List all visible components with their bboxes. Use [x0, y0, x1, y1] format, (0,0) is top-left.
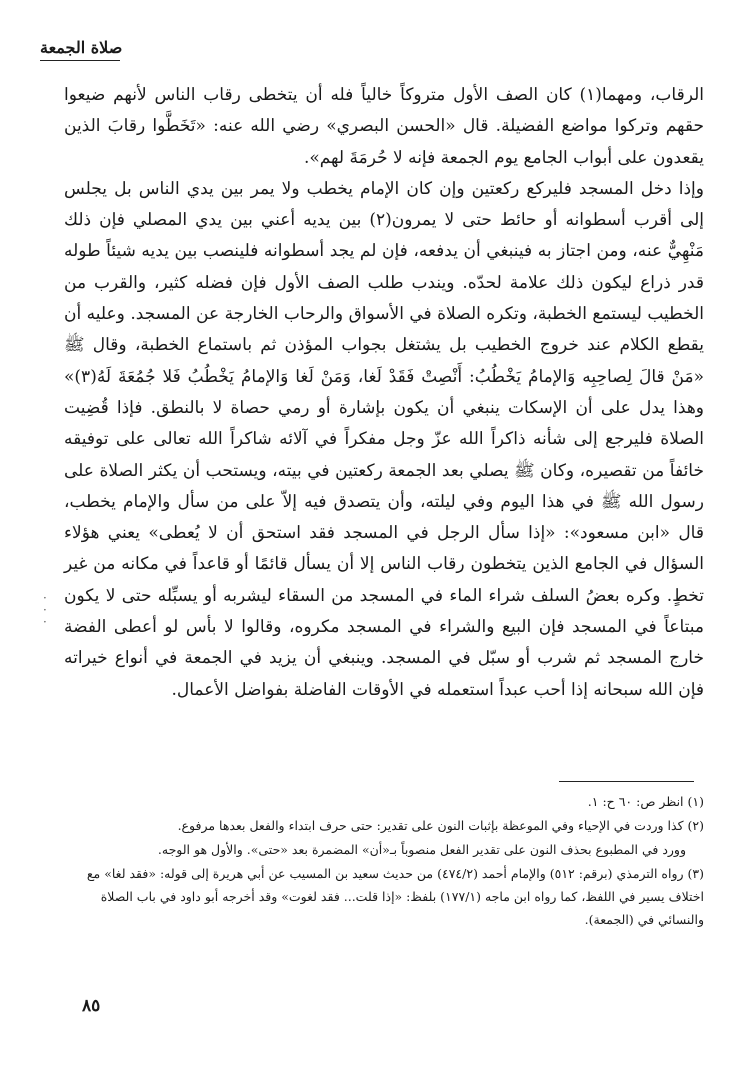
footnote-2-continued: وورد في المطبوع بحذف النون على تقدير الفعل منصوباً بـ«أن» المضمرة بعد «حتى». والأول هو الوجه.	[157, 842, 686, 857]
footnote-2: (٢) كذا وردت في الإحياء وفي الموعظة بإثبات النون على تقدير: حتى حرف ابتداء والفعل بعدها مرفوع.	[177, 818, 704, 833]
header-rule	[40, 60, 120, 61]
footnote-1: (١) انظر ص: ٦٠ ح: ١.	[587, 794, 704, 809]
main-text	[64, 80, 704, 706]
footnotes	[64, 790, 704, 932]
paragraph: الرقاب، ومهما(١) كان الصف الأول متروكاً خالياً فله أن يتخطى رقاب الناس لأنهم ضيعوا حقهم وتركوا مواضع الفضيلة. قال «الحسن البصري» رضي الله عنه: «تَخَطَّوا رقابَ الذين يقعدون على أبواب الجامع يوم الجمعة فإنه لا حُرمَةَ لهم».	[64, 85, 704, 168]
running-header: صلاة الجمعة	[40, 38, 123, 57]
footnote-separator	[559, 781, 694, 782]
footnote-3: (٣) رواه الترمذي (برقم: ٥١٢) والإمام أحمد (٤٧٤/٢) من حديث سعيد بن المسيب عن أبي هريرة إلى قوله: «فقد لغا» مع اختلاف يسير في اللفظ، كما رواه ابن ماجه (١٧٧/١) بلفظ: «إذا قلت... فقد لغوت» وقد أخرجه أبو داود في باب الصلاة والنسائي في (الجمعة).	[86, 866, 704, 927]
paragraph: وإذا دخل المسجد فليركع ركعتين وإن كان الإمام يخطب ولا يمر بين يدي الناس بل يجلس إلى أقرب أسطوانه أو حائط حتى لا يمرون(٢) بين يديه أعني بين يدي المصلي فإن ذلك مَنْهِيٌّ عنه، ومن اجتاز به فينبغي أن يدفعه، فإن لم يجد أسطوانه فلينصب بين يديه شيئاً طوله قدر ذراع ليكون ذلك علامة لحدّه. ويندب طلب الصف الأول فإن فضله كثير، والقرب من الخطيب ليستمع الخطبة، وتكره الصلاة في الأسواق والرحاب الخارجة عن المسجد. وعليه أن يقطع الكلام عند خروج الخطيب بل يشتغل بجواب المؤذن ثم باستماع الخطبة، وقال ﷺ «مَنْ قالَ لِصاحِبِه وَالإمامُ يَخْطُبُ: أَنْصِتْ فَقَدْ لَغا، وَمَنْ لَغا وَالإمامُ يَخْطُبُ فَلا جُمُعَةَ لَهُ(٣)» وهذا يدل على أن الإسكات ينبغي أن يكون بإشارة أو رمي حصاة لا بالنطق. فإذا قُضِيت الصلاة فليرجع إلى شأنه ذاكراً الله عزّ وجل مفكراً في آلائه شاكراً الله تعالى على توفيقه خائفاً من تقصيره، وكان ﷺ يصلي بعد الجمعة ركعتين في بيته، ويستحب أن يكثر الصلاة على رسول الله ﷺ في هذا اليوم وفي ليلته، وأن يتصدق فيه إلاّ على من سأل والإمام يخطب، قال «ابن مسعود»: «إذا سأل الرجل في المسجد فقد استحق أن لا يُعطى» يعني هؤلاء السؤال في الجامع الذين يتخطون رقاب الناس إلا أن يسأل قائمًا أو قاعداً في مكانه من غير تخطٍ. وكره بعضُ السلف شراء الماء في المسجد من السقاء ليشربه أو يسبِّله حتى لا يكون مبتاعاً في المسجد فإن البيع والشراء في المسجد مكروه، وقالوا لا بأس لو أعطى الفضة خارج المسجد ثم شرب أو سبّل في المسجد. وينبغي أن يزيد في الجمعة في أنواع خيراته فإن الله سبحانه إذا أحب عبداً استعمله في الأوقات الفاضلة بفواضل الأعمال.	[64, 178, 705, 700]
page-number: ٨٥	[82, 996, 101, 1016]
margin-dots: · · ·	[43, 591, 47, 629]
